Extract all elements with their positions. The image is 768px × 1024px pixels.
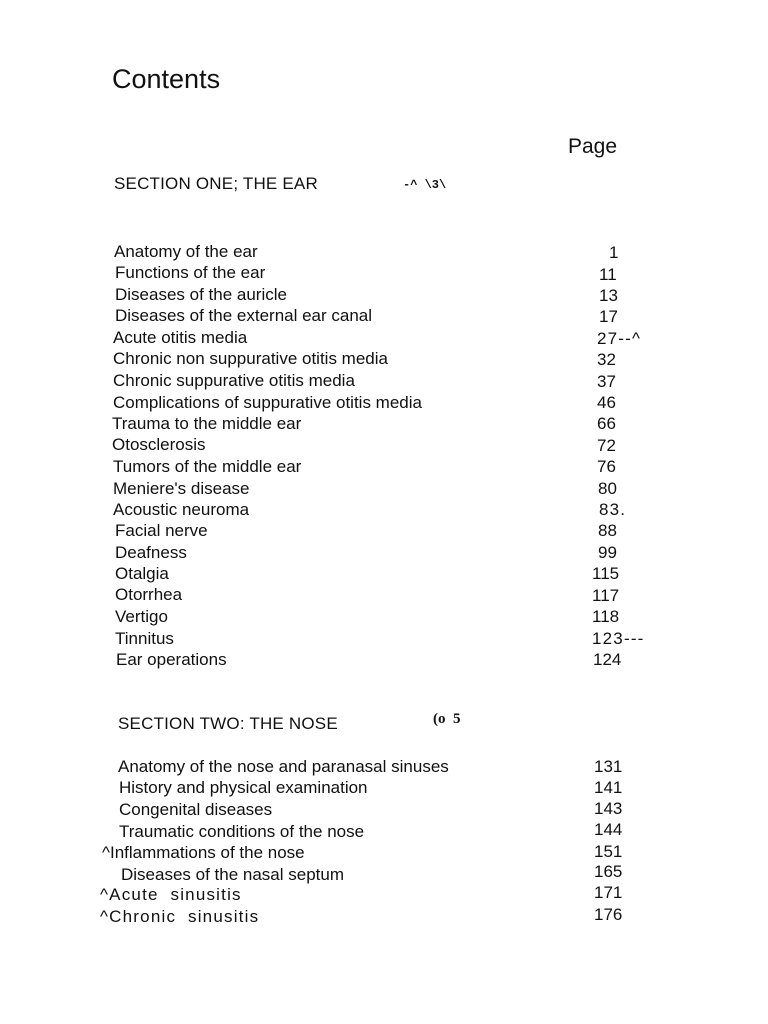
toc-entry-page: 88 [598,521,617,540]
toc-entry-page: 143 [594,799,623,818]
toc-entry-label: History and physical examination [119,778,368,797]
toc-entry-label: Acute otitis media [113,328,248,347]
toc-entry-label: Ear operations [116,650,227,669]
toc-entry-label: Trauma to the middle ear [112,414,302,433]
toc-entry-page: 118 [592,607,620,626]
toc-entry-label: ^Inflammations of the nose [102,843,305,862]
toc-entry-page: 37 [597,372,616,391]
toc-entry-page: 72 [597,436,616,455]
section-two-heading: SECTION TWO: THE NOSE [118,714,338,733]
toc-entry-page: 27--^ [597,329,642,348]
toc-entry-page: 1 [609,243,619,262]
toc-entry-label: Traumatic conditions of the nose [119,822,365,841]
toc-entry-label: Congenital diseases [119,800,273,819]
toc-entry-label: Diseases of the auricle [115,285,287,304]
toc-entry-page: 117 [592,586,620,605]
toc-entry-label: Tumors of the middle ear [113,457,302,476]
toc-entry-label: Deafness [115,543,187,562]
toc-entry-page: 124 [593,650,622,669]
page-title: Contents [112,64,221,94]
toc-entry-page: 165 [594,862,623,881]
toc-entry-label: Diseases of the nasal septum [121,865,345,884]
toc-entry-page: 11 [599,265,617,284]
toc-entry-label: ^Acute sinusitis [100,885,242,904]
toc-entry-page: 80 [598,479,617,498]
toc-entry-label: Acoustic neuroma [113,500,250,519]
toc-entry-page: 32 [597,350,616,369]
toc-entry-label: Diseases of the external ear canal [115,306,373,325]
toc-entry-page: 83. [599,500,627,519]
toc-entry-label: ^Chronic sinusitis [100,907,260,926]
toc-entry-label: Otorrhea [115,585,183,604]
toc-entry-label: Chronic non suppurative otitis media [113,349,388,368]
toc-entry-page: 115 [592,564,620,583]
toc-entry-page: 76 [597,457,616,476]
section-two-margin-mark: (o 5 [433,711,461,727]
toc-entry-page: 151 [594,842,623,861]
toc-entry-page: 176 [594,905,623,924]
section-one-heading: SECTION ONE; THE EAR [114,174,318,193]
toc-entry-page: 13 [599,286,618,305]
toc-entry-page: 171 [594,883,623,902]
page-column-header: Page [568,135,618,158]
toc-entry-label: Tinnitus [115,629,174,648]
section-one-margin-mark: -^ \3\ [403,178,447,192]
toc-entry-page: 46 [597,393,616,412]
toc-entry-label: Anatomy of the nose and paranasal sinuses [118,757,449,776]
toc-entry-page: 144 [594,820,623,839]
toc-entry-label: Meniere's disease [113,479,250,498]
toc-entry-page: 99 [598,543,617,562]
toc-entry-label: Anatomy of the ear [114,242,258,261]
toc-entry-label: Otosclerosis [112,435,206,454]
toc-entry-label: Otalgia [115,564,169,583]
toc-entry-label: Facial nerve [115,521,208,540]
toc-entry-page: 66 [597,414,616,433]
toc-entry-page: 123--- [592,629,645,648]
toc-entry-label: Functions of the ear [115,263,266,282]
toc-entry-page: 131 [594,757,623,776]
toc-entry-page: 141 [594,778,623,797]
toc-entry-label: Complications of suppurative otitis media [113,393,422,412]
toc-entry-label: Vertigo [115,607,168,626]
toc-entry-page: 17 [599,307,618,326]
toc-entry-label: Chronic suppurative otitis media [113,371,355,390]
